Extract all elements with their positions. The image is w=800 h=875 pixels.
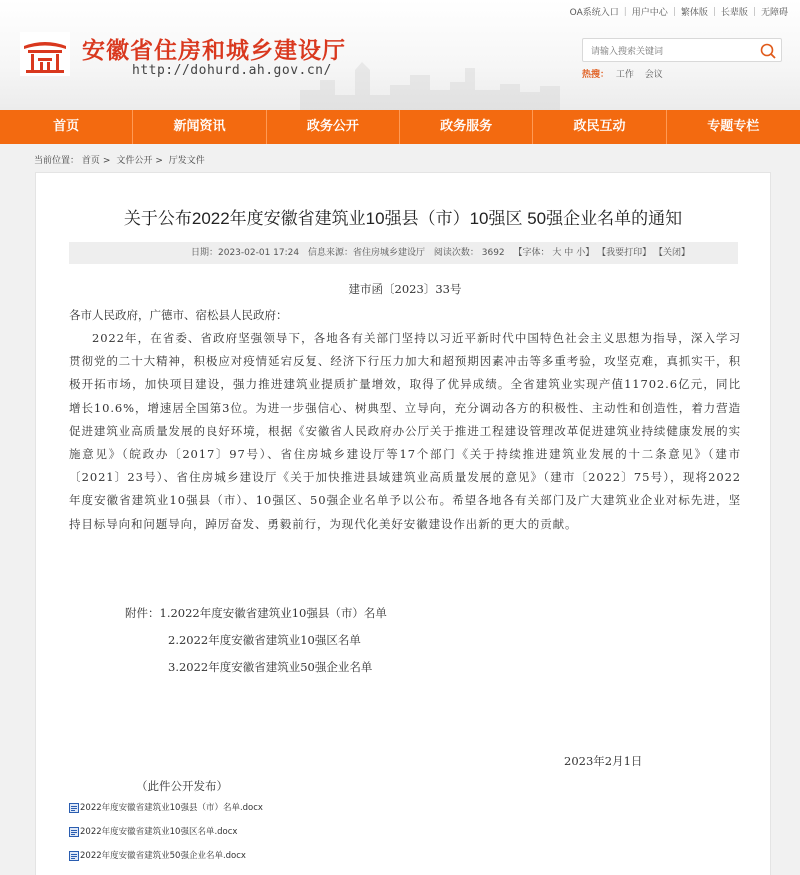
top-links: OA系统入口 | 用户中心 | 繁体版 | 长辈版 | 无障碍 xyxy=(569,6,788,18)
hot-keyword[interactable]: 会议 xyxy=(644,70,663,80)
nav-home[interactable]: 首页 xyxy=(0,110,133,144)
nav-special-topics[interactable]: 专题专栏 xyxy=(707,119,760,134)
elder-version-link[interactable]: 长辈版 xyxy=(720,8,748,18)
site-url: http://dohurd.ah.gov.cn/ xyxy=(132,63,332,78)
addressee: 各市人民政府，广德市、宿松县人民政府： xyxy=(69,308,288,322)
breadcrumb-department-documents[interactable]: 厅发文件 xyxy=(168,156,205,166)
breadcrumb: 当前位置： 首页 > 文件公开 > 厅发文件 xyxy=(34,156,205,166)
article-title: 关于公布2022年度安徽省建筑业10强县（市）10强区 50强企业名单的通知 xyxy=(123,209,683,228)
article-panel xyxy=(35,172,771,875)
site-logo-icon[interactable] xyxy=(20,32,70,76)
file-name[interactable]: 2022年度安徽省建筑业50强企业名单.docx xyxy=(80,851,246,861)
search-icon[interactable] xyxy=(759,42,777,60)
main-nav xyxy=(0,110,800,144)
oa-entry-link[interactable]: OA系统入口 xyxy=(569,8,619,18)
attachments-list xyxy=(125,603,387,684)
main-paragraph: 2022年，在省委、省政府坚强领导下，各地各有关部门坚持以习近平新时代中国特色社会主义思想为指导，深入学习贯彻党的二十大精神，积极应对疫情延宕反复、经济下行压力加大和超预期因素冲击等多重考验，攻坚克难，真抓实干，积极开拓市场，加快项目建设，强力推进建筑业提质扩量增效，取得了优异成绩。全省建筑业实现产值11702.6亿元，同比增长10.6%，增速居全国第3位。为进一步强信心、树典型、立导向，充分调动各方的积极性、主动性和创造性，着力营造促进建筑业高质量发展的良好环境，根据《安徽省人民政府办公厅关于推进工程建设管理改革促进建筑业持续健康发展的实施意见》（皖政办〔2017〕97号）、省住房城乡建设厅等17个部门《关于持续推进建筑业发展的十二条意见》（建市〔2021〕23号）、省住房城乡建设厅《关于加快推进县域建筑业高质量发展的意见》（建市〔2022〕75号），现将2022年度安徽省建筑业10强县（市）、10强区、50强企业名单予以公布。希望各地各有关部门及广大建筑业企业对标先进，坚持目标导向和问题导向，踔厉奋发、勇毅前行，为现代化美好安徽建设作出新的更大的贡献。 xyxy=(69,331,741,531)
info-source: 信息来源：省住房城乡建设厅 xyxy=(307,248,425,258)
breadcrumb-prefix: 当前位置： xyxy=(34,156,80,166)
attachment-item: 2.2022年度安徽省建筑业10强区名单 xyxy=(168,633,361,647)
traditional-chinese-link[interactable]: 繁体版 xyxy=(680,8,708,18)
publish-date: 日期：2023-02-01 17:24 xyxy=(191,248,300,258)
hot-keyword[interactable]: 工作 xyxy=(615,70,634,80)
font-size-small-button[interactable]: 小】 xyxy=(576,248,595,258)
file-download-link[interactable] xyxy=(69,825,263,849)
word-document-icon xyxy=(69,827,79,837)
document-number: 建市函〔2023〕33号 xyxy=(348,282,462,296)
file-download-link[interactable] xyxy=(69,801,263,825)
breadcrumb-file-disclosure[interactable]: 文件公开 xyxy=(116,156,153,166)
article-meta-bar xyxy=(69,242,738,264)
word-document-icon xyxy=(69,803,79,813)
breadcrumb-home[interactable]: 首页 xyxy=(81,156,100,166)
nav-government-affairs-disclosure[interactable]: 政务公开 xyxy=(267,110,400,144)
nav-public-interaction[interactable]: 政民互动 xyxy=(533,110,666,144)
word-document-icon xyxy=(69,851,79,861)
attachment-item: 3.2022年度安徽省建筑业50强企业名单 xyxy=(168,660,373,674)
hot-search xyxy=(582,67,671,80)
nav-government-services[interactable]: 政务服务 xyxy=(400,110,533,144)
user-center-link[interactable]: 用户中心 xyxy=(631,8,668,18)
publish-note: （此件公开发布） xyxy=(136,779,228,793)
search-input[interactable] xyxy=(583,40,753,62)
search-box xyxy=(582,38,782,62)
font-size-large-button[interactable]: 大 xyxy=(552,248,562,258)
download-files xyxy=(69,801,263,873)
font-size-label: 【字体： xyxy=(513,248,550,258)
hot-search-label: 热搜： xyxy=(582,70,610,80)
site-header xyxy=(0,0,800,110)
article-body xyxy=(69,281,741,536)
print-button[interactable]: 【我要打印】 xyxy=(597,248,652,258)
issue-date: 2023年2月1日 xyxy=(564,754,643,768)
file-name[interactable]: 2022年度安徽省建筑业10强县（市）名单.docx xyxy=(80,803,263,813)
file-name[interactable]: 2022年度安徽省建筑业10强区名单.docx xyxy=(80,827,238,837)
font-size-medium-button[interactable]: 中 xyxy=(564,248,574,258)
close-button[interactable]: 【关闭】 xyxy=(653,248,690,258)
nav-news[interactable]: 新闻资讯 xyxy=(133,110,266,144)
view-count: 阅读次数： 3692 xyxy=(433,248,505,258)
file-download-link[interactable] xyxy=(69,849,263,873)
attachment-item: 附件：1.2022年度安徽省建筑业10强县（市）名单 xyxy=(125,606,387,620)
accessibility-link[interactable]: 无障碍 xyxy=(760,8,788,18)
site-title[interactable]: 安徽省住房和城乡建设厅 xyxy=(82,37,346,64)
